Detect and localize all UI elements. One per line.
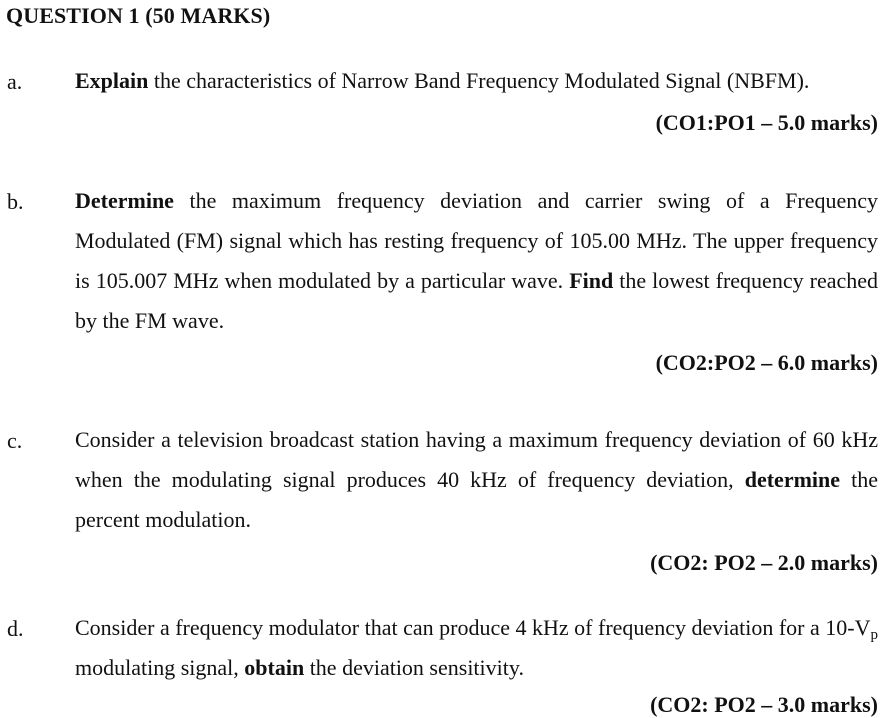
question-b-body-1: the maximum frequency deviation and carrier swing of a Frequency Modulated (FM) signal which has resting frequency of 105.00 MHz. The upper frequency is 105.007 MHz when modulated by a particular wave. [75,188,878,293]
question-b-letter: b. [7,189,24,214]
question-b-keyword: Determine [75,188,174,213]
question-b-text [75,181,878,341]
question-d-body-1: Consider a frequency modulator that can produce 4 kHz of frequency deviation for a 10-V [75,615,871,640]
question-a-letter: a. [7,69,23,94]
question-d-body-2: modulating signal, [75,655,245,680]
question-d-text [75,608,878,688]
question-c-letter: c. [7,428,23,453]
question-c-body-1: Consider a television broadcast station having a maximum frequency deviation of 60 kHz when the modulating signal produces 40 kHz of frequency deviation, [75,427,878,492]
question-b-keyword-2: Find [569,268,614,293]
question-c-body-2: the percent modulation. [75,467,878,532]
question-a-body: the characteristics of Narrow Band Frequency Modulated Signal (NBFM). [148,68,810,93]
question-c-text [75,420,878,540]
question-d-subscript: p [870,627,878,643]
question-c-marks: (CO2: PO2 – 2.0 marks) [650,550,878,575]
question-b-marks: (CO2:PO2 – 6.0 marks) [655,350,878,375]
question-d-body-3: the deviation sensitivity. [304,655,524,680]
question-c-keyword: determine [744,467,841,492]
question-b-body-2: the lowest frequency reached by the FM wave. [75,268,878,333]
question-a-marks: (CO1:PO1 – 5.0 marks) [655,110,878,135]
question-d-letter: d. [7,616,24,641]
question-d-keyword: obtain [244,655,305,680]
question-a-keyword: Explain [75,68,149,93]
question-d-marks: (CO2: PO2 – 3.0 marks) [650,692,878,717]
question-a-text [75,61,878,101]
question-title: QUESTION 1 (50 MARKS) [6,3,271,28]
